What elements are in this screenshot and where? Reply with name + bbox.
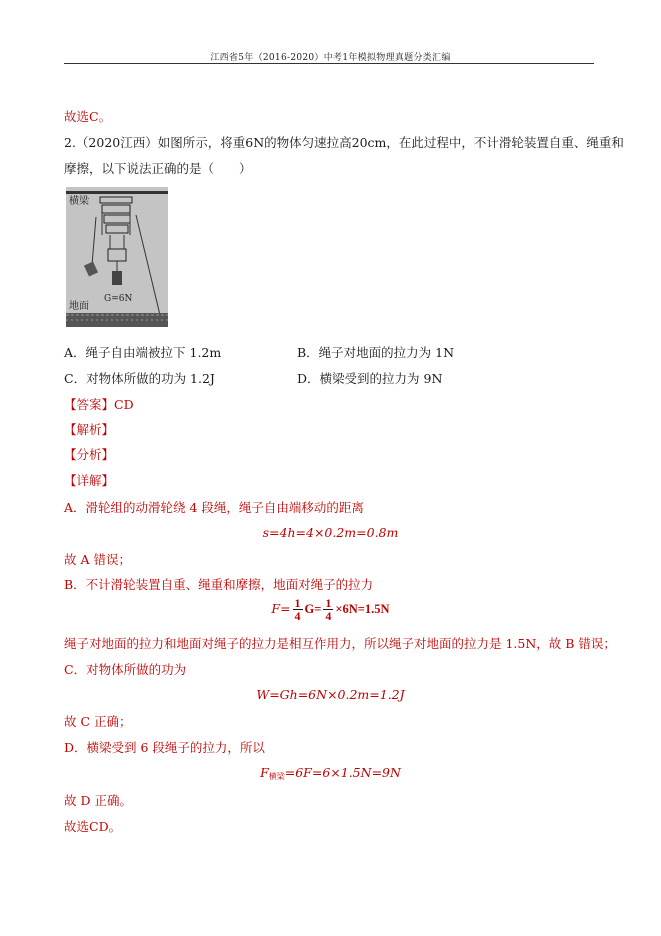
- answer: 【答案】CD: [64, 397, 134, 412]
- b-formula-lhs: F=: [271, 601, 291, 616]
- pulley-figure: [66, 187, 168, 327]
- b-formula-g: G: [304, 602, 315, 616]
- option-c: C．对物体所做的功为 1.2J: [64, 371, 215, 386]
- a-formula: s=4h=4×0.2m=0.8m: [262, 525, 399, 540]
- option-d: D．横梁受到的拉力为 9N: [297, 371, 443, 386]
- b-formula-times: ×6N=1.5N: [335, 602, 390, 616]
- beam-label: 横梁: [69, 196, 89, 207]
- option-b: B．绳子对地面的拉力为 1N: [297, 345, 455, 360]
- question-line-2: 摩擦，以下说法正确的是（ ）: [64, 161, 252, 176]
- c-explanation: C．对物体所做的功为: [64, 662, 187, 677]
- b-formula-eq: =: [314, 602, 322, 616]
- previous-conclusion: 故选C。: [64, 109, 112, 124]
- a-conclusion: 故 A 错误；: [64, 552, 131, 567]
- page-header: 江西省5年（2016-2020）中考1年模拟物理真题分类汇编: [210, 53, 451, 63]
- header-divider: [64, 63, 594, 64]
- d-formula-rest: =6F=6×1.5N=9N: [284, 765, 401, 780]
- d-formula-f: F: [260, 765, 269, 780]
- question-line-1: 2.（2020江西）如图所示，将重6N的物体匀速拉高20cm，在此过程中，不计滑轮装置自重、绳重和: [64, 135, 624, 150]
- b-formula-frac-1: $\frac{1}{4}$: [294, 596, 301, 623]
- c-conclusion: 故 C 正确；: [64, 714, 132, 729]
- ground-label: 地面: [69, 301, 89, 312]
- b-conclusion: 绳子对地面的拉力和地面对绳子的拉力是相互作用力，所以绳子对地面的拉力是 1.5N，故 B 错误；: [64, 636, 616, 651]
- b-formula-frac-2: $\frac{1}{4}$: [325, 596, 332, 623]
- b-explanation: B．不计滑轮装置自重、绳重和摩擦，地面对绳子的拉力: [64, 577, 374, 592]
- final-answer: 故选CD。: [64, 819, 122, 834]
- b-formula: [0, 597, 661, 622]
- a-explanation: A．滑轮组的动滑轮绕 4 段绳，绳子自由端移动的距离: [64, 500, 364, 515]
- d-explanation: D．横梁受到 6 段绳子的拉力，所以: [64, 740, 265, 755]
- option-a: A．绳子自由端被拉下 1.2m: [64, 345, 222, 360]
- c-formula: W=Gh=6N×0.2m=1.2J: [256, 687, 405, 702]
- analysis-tag: 【解析】: [64, 422, 115, 437]
- d-conclusion: 故 D 正确。: [64, 793, 132, 808]
- pulley-diagram: [66, 187, 168, 327]
- d-formula: [0, 765, 661, 782]
- d-formula-sub: 横梁: [268, 772, 285, 781]
- weight-label: G=6N: [104, 294, 133, 304]
- fenxi-tag: 【分析】: [64, 447, 115, 462]
- detail-tag: 【详解】: [64, 473, 115, 488]
